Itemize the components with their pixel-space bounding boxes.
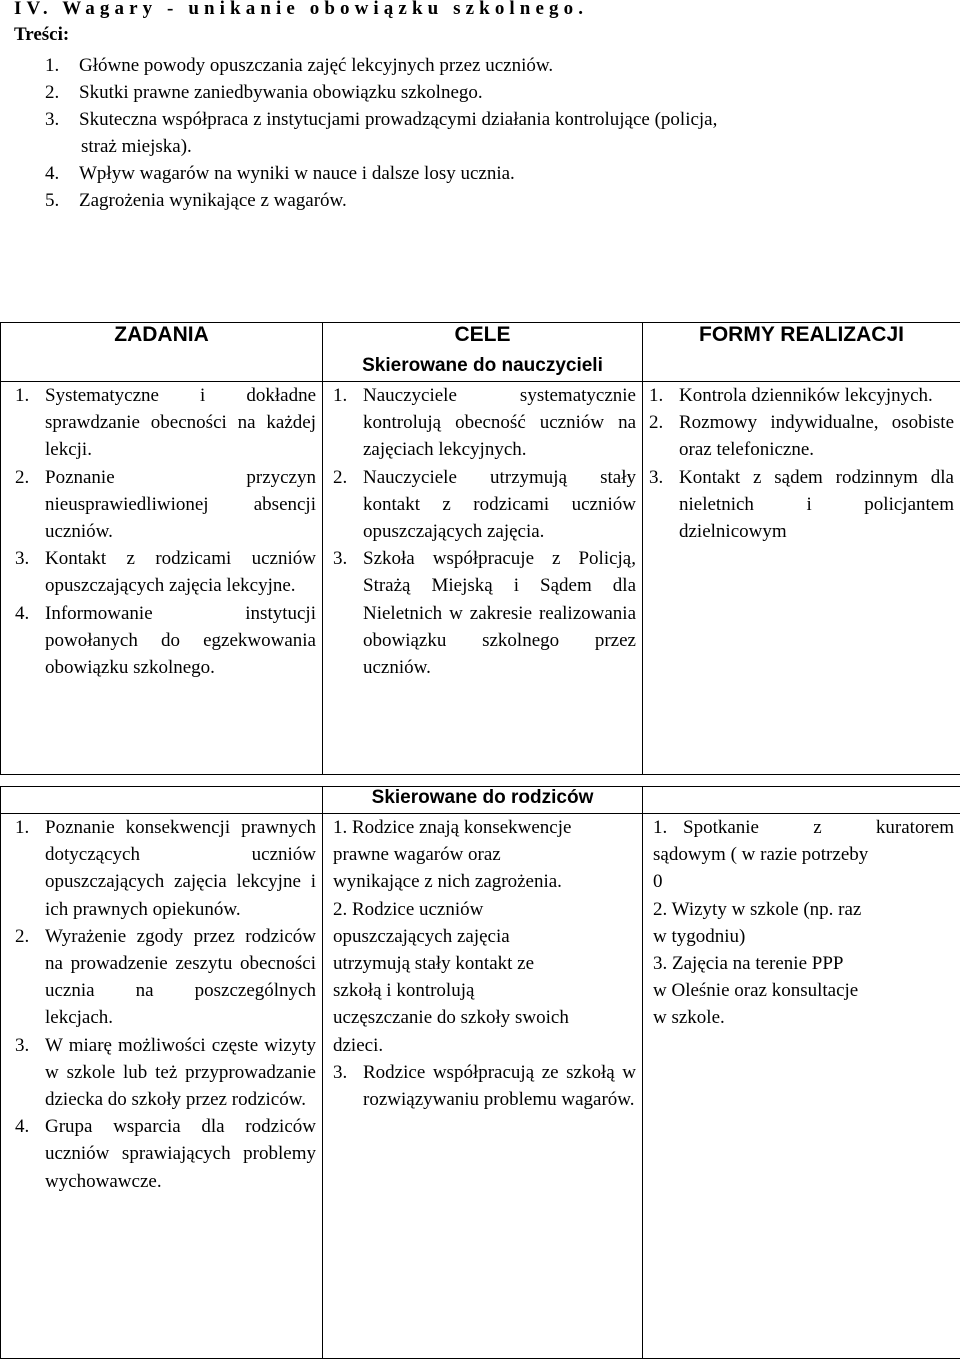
text-line: 0	[653, 871, 663, 893]
text-line: opuszczających zajęcia	[333, 925, 510, 947]
contents-item	[45, 79, 717, 106]
list-item	[323, 1059, 642, 1113]
item-number: 4.	[15, 1116, 30, 1138]
item-number: 1.	[649, 385, 664, 406]
list-item	[323, 545, 642, 681]
item-text: Rozmowy indywidualne, osobiste oraz telefoniczne.	[679, 412, 954, 461]
list-item	[1, 923, 322, 1032]
cele-list	[323, 1059, 642, 1113]
contents-item	[45, 106, 717, 160]
list-item	[1, 814, 322, 923]
item-text: Nauczyciele systematycznie kontrolują obecność uczniów na zajęciach lekcyjnych.	[363, 385, 636, 461]
item-number: 1.	[653, 817, 668, 838]
section-row	[1, 787, 960, 814]
formy-list	[643, 382, 960, 545]
section-spacer	[1, 355, 323, 382]
text-line: uczęszczanie do szkoły swoich	[333, 1007, 569, 1029]
list-item	[323, 464, 642, 546]
contents-item-text: Skutki prawne zaniedbywania obowiązku szkolnego.	[79, 82, 483, 103]
item-text: Kontakt z sądem rodzinnym dla nieletnich i policjantem dzielnicowym	[679, 466, 954, 543]
section-title-teachers: Skierowane do nauczycieli	[323, 355, 643, 382]
contents-item-number: 5.	[45, 190, 60, 211]
item-text: Poznanie konsekwencji prawnych dotyczących uczniów opuszczających zajęcia lekcyjne i ich prawnych opiekunów.	[45, 817, 316, 920]
list-item	[1, 1113, 322, 1195]
item-number: 2.	[15, 925, 30, 947]
item-number: 1.	[15, 385, 30, 406]
item-number: 3.	[333, 548, 348, 570]
contents-item-text: Główne powody opuszczania zajęć lekcyjnych przez uczniów.	[79, 55, 554, 76]
contents-item-number: 2.	[45, 82, 60, 103]
cele-cell	[323, 382, 643, 775]
item-number: 1.	[333, 385, 348, 406]
contents-item-text: Zagrożenia wynikające z wagarów.	[79, 190, 347, 211]
item-number: 3.	[15, 1034, 30, 1056]
formy-cell	[643, 814, 960, 1359]
item-number: 2.	[333, 466, 348, 488]
table-header-row	[1, 323, 960, 356]
list-item	[643, 382, 960, 409]
zadania-list	[1, 814, 322, 1195]
page-title: IV. Wagary - unikanie obowiązku szkolnego.	[14, 0, 589, 19]
section-row	[1, 355, 960, 382]
text-line: 3. Zajęcia na terenie PPP	[653, 953, 844, 975]
header-zadania: ZADANIA	[1, 323, 323, 356]
list-item	[643, 409, 960, 463]
item-text: Wyrażenie zgody przez rodziców na prowadzenie zeszytu obecności ucznia na poszczególnych lekcjach.	[45, 925, 316, 1029]
section-title-parents: Skierowane do rodziców	[323, 787, 643, 814]
header-cele: CELE	[323, 323, 643, 356]
text-line: w tygodniu)	[653, 925, 746, 947]
contents-item-number: 1.	[45, 55, 60, 76]
cele-cell	[323, 814, 643, 1359]
item-number: 1.	[15, 817, 30, 838]
zadania-cell	[1, 382, 323, 775]
text-line: utrzymują stały kontakt ze	[333, 953, 535, 975]
item-text: Poznanie przyczyn nieusprawiedliwionej absencji uczniów.	[45, 466, 316, 543]
item-text: Systematyczne i dokładne sprawdzanie obecności na każdej lekcji.	[45, 385, 316, 461]
zadania-list	[1, 382, 322, 681]
formy-cell	[643, 382, 960, 775]
list-item	[1, 382, 322, 464]
item-text: W miarę możliwości częste wizyty w szkole lub też przyprowadzanie dziecka do szkoły przez rodziców.	[45, 1034, 316, 1111]
text-line: w szkole.	[653, 1007, 725, 1029]
teachers-table	[0, 322, 960, 775]
text-line: prawne wagarów oraz	[333, 844, 501, 866]
text-line: 1. Rodzice znają konsekwencje	[333, 817, 572, 838]
list-item	[643, 814, 960, 841]
contents-item-number: 3.	[45, 109, 60, 130]
item-text: Nauczyciele utrzymują stały kontakt z rodzicami uczniów opuszczających zajęcia.	[363, 466, 636, 543]
cele-list	[323, 382, 642, 681]
item-text: Szkoła współpracuje z Policją, Strażą Miejską i Sądem dla Nieletnich w zakresie realizowania obowiązku szkolnego przez uczniów.	[363, 548, 636, 679]
item-number: 3.	[333, 1061, 348, 1083]
parents-table	[0, 786, 960, 1359]
item-number: 3.	[15, 548, 30, 570]
text-line: wynikające z nich zagrożenia.	[333, 871, 562, 893]
item-number: 3.	[649, 466, 664, 488]
contents-heading: Treści:	[14, 24, 70, 45]
contents-item-text: Wpływ wagarów na wyniki w nauce i dalsze losy ucznia.	[79, 163, 515, 184]
item-number: 2.	[649, 412, 664, 434]
item-text: Kontakt z rodzicami uczniów opuszczających zajęcia lekcyjne.	[45, 548, 316, 597]
text-line: szkołą i kontrolują	[333, 980, 475, 1002]
text-line: sądowym ( w razie potrzeby	[653, 844, 869, 866]
cele-lines	[323, 814, 642, 1059]
section-spacer	[1, 787, 323, 814]
text-line: 2. Rodzice uczniów	[333, 898, 484, 920]
item-number: 2.	[15, 466, 30, 488]
item-number: 4.	[15, 602, 30, 624]
section-spacer	[643, 355, 960, 382]
item-text: Kontrola dzienników lekcyjnych.	[679, 385, 933, 406]
formy-lines	[643, 841, 960, 1031]
table-row	[1, 814, 960, 1359]
contents-item	[45, 52, 717, 79]
contents-item-text: Skuteczna współpraca z instytucjami prowadzącymi działania kontrolujące (policja,	[79, 109, 718, 130]
table-row	[1, 382, 960, 775]
list-item	[1, 545, 322, 599]
list-item	[323, 382, 642, 464]
contents-item	[45, 160, 717, 187]
text-line: w Oleśnie oraz konsultacje	[653, 980, 859, 1002]
item-text: Rodzice współpracują ze szkołą w rozwiązywaniu problemu wagarów.	[363, 1061, 636, 1111]
section-spacer	[643, 787, 960, 814]
item-text: Informowanie instytucji powołanych do egzekwowania obowiązku szkolnego.	[45, 602, 316, 679]
text-line: 2. Wizyty w szkole (np. raz	[653, 898, 862, 920]
list-item	[643, 464, 960, 546]
contents-item-continuation: straż miejska).	[81, 136, 192, 157]
item-text: Spotkanie z kuratorem	[683, 817, 954, 838]
zadania-cell	[1, 814, 323, 1359]
list-item	[1, 1032, 322, 1114]
text-line: dzieci.	[333, 1034, 384, 1056]
list-item	[1, 600, 322, 682]
contents-item	[45, 187, 717, 214]
contents-item-number: 4.	[45, 163, 60, 184]
item-text: Grupa wsparcia dla rodziców uczniów sprawiających problemy wychowawcze.	[45, 1116, 316, 1192]
contents-list	[45, 52, 717, 214]
list-item	[1, 464, 322, 546]
header-formy: FORMY REALIZACJI	[643, 323, 960, 356]
formy-list	[643, 814, 960, 841]
